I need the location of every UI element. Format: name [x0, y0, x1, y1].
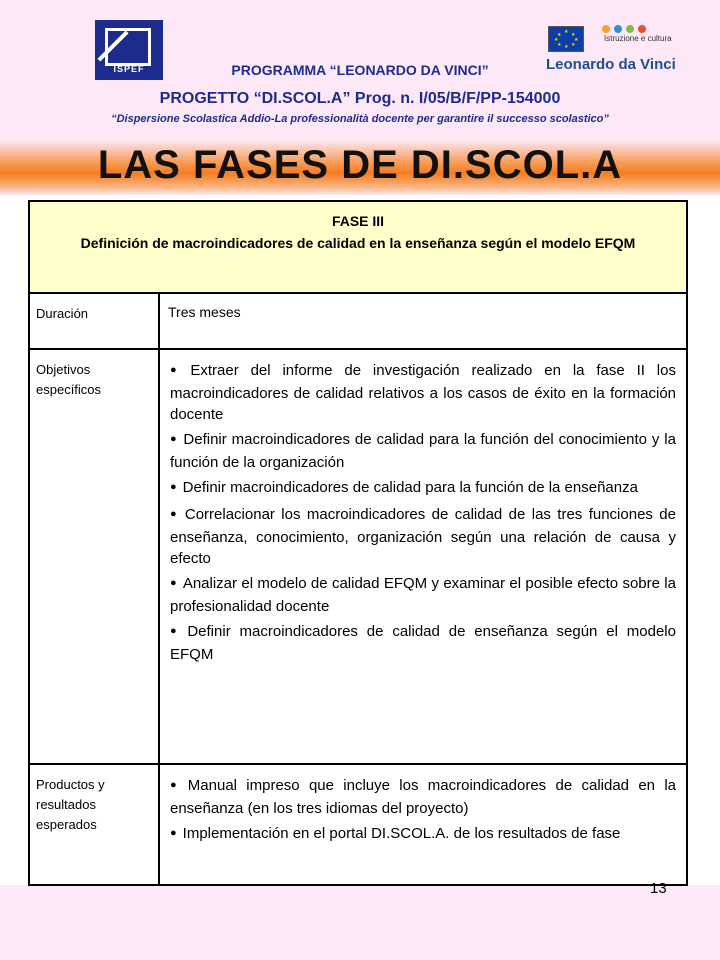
eu-flag-icon: ★ ★ ★ ★ ★ ★ ★ ★ — [548, 26, 584, 52]
table-row-objectives — [29, 349, 687, 764]
duration-value: Tres meses — [159, 293, 687, 349]
list-item: ● Definir macroindicadores de calidad para la función del conocimiento y la función de la organización — [170, 431, 676, 471]
objectives-label: Objetivos específicos — [29, 349, 159, 764]
list-item: ● Correlacionar los macroindicadores de calidad de las tres funciones de enseñanza, conocimiento, organización según una relación de causa y efecto — [170, 506, 676, 567]
list-item: ● Manual impreso que incluye los macroindicadores de calidad en la enseñanza (en los tres idiomas del proyecto) — [170, 777, 676, 817]
bullet-icon: ● — [170, 433, 178, 445]
programme-heading: PROGRAMMA “LEONARDO DA VINCI” — [231, 62, 489, 78]
products-list — [170, 775, 676, 846]
list-item: ● Analizar el modelo de calidad EFQM y examinar el posible efecto sobre la profesionalidad docente — [170, 575, 676, 615]
ldv-subtitle: Istruzione e cultura — [604, 34, 672, 43]
bullet-icon: ● — [170, 481, 177, 493]
objectives-value — [159, 349, 687, 764]
phase-header-cell — [29, 201, 687, 293]
bullet-icon: ● — [170, 508, 179, 520]
phase-number: FASE III — [331, 213, 385, 229]
products-label: Productos y resultados esperados — [29, 764, 159, 885]
list-item: ● Implementación en el portal DI.SCOL.A. de los resultados de fase — [170, 825, 621, 842]
bullet-icon: ● — [170, 577, 177, 589]
bullet-icon: ● — [170, 625, 182, 637]
objectives-list — [170, 360, 676, 665]
table-row-duration — [29, 293, 687, 349]
bullet-icon: ● — [170, 364, 185, 376]
products-value — [159, 764, 687, 885]
table-row-products — [29, 764, 687, 885]
duration-label: Duración — [29, 293, 159, 349]
list-item: ● Extraer del informe de investigación realizado en la fase II los macroindicadores de calidad relativos a los casos de éxito en la formación docente — [170, 362, 676, 423]
ispef-logo-text: ISPEF — [113, 64, 145, 74]
project-heading: PROGETTO “DI.SCOL.A” Prog. n. I/05/B/F/PP-154000 — [159, 90, 561, 107]
project-subtitle: “Dispersione Scolastica Addio-La professionalità docente per garantire il successo scolastico” — [111, 113, 609, 125]
ldv-name: Leonardo da Vinci — [546, 56, 676, 73]
bullet-icon: ● — [170, 779, 182, 791]
list-item: ● Definir macroindicadores de calidad para la función de la enseñanza — [170, 479, 638, 496]
list-item: ● Definir macroindicadores de calidad de enseñanza según el modelo EFQM — [170, 623, 676, 663]
page-number: 13 — [650, 880, 667, 897]
phase-description: Definición de macroindicadores de calidad en la enseñanza según el modelo EFQM — [80, 235, 636, 251]
phase-table — [28, 200, 688, 886]
bullet-icon: ● — [170, 827, 177, 839]
page-title: LAS FASES DE DI.SCOL.A — [97, 143, 623, 187]
